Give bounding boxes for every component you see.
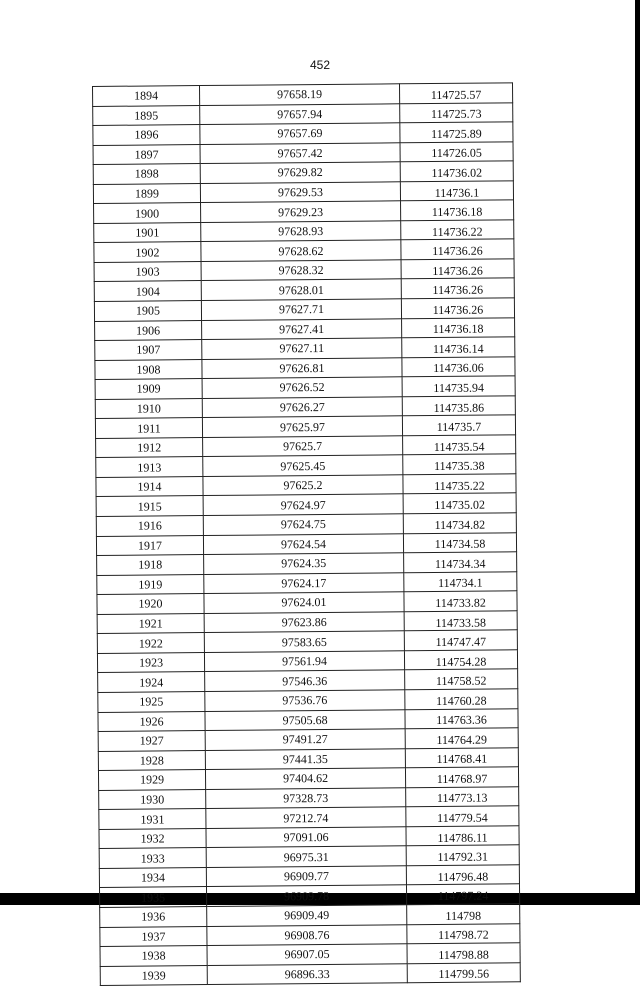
point-number-cell: 1917 (96, 535, 203, 555)
point-number-cell: 1932 (99, 828, 206, 848)
point-number-cell: 1913 (96, 457, 203, 477)
x-coordinate-cell: 97625.2 (203, 475, 403, 496)
y-coordinate-cell: 114735.94 (402, 376, 515, 397)
x-coordinate-cell: 97624.35 (204, 553, 404, 574)
y-coordinate-cell: 114758.52 (405, 669, 518, 690)
point-number-cell: 1898 (93, 164, 200, 184)
table-body (93, 83, 521, 986)
y-coordinate-cell: 114798 (407, 904, 520, 925)
coordinate-table (92, 82, 521, 986)
point-number-cell: 1938 (100, 946, 207, 966)
x-coordinate-cell: 97626.27 (202, 397, 402, 418)
y-coordinate-cell: 114786.11 (406, 826, 519, 847)
x-coordinate-cell: 97624.17 (204, 572, 404, 593)
x-coordinate-cell: 97561.94 (204, 651, 404, 672)
point-number-cell: 1905 (94, 301, 201, 321)
point-number-cell: 1916 (96, 516, 203, 536)
x-coordinate-cell: 96909.49 (207, 905, 407, 926)
table-row (100, 962, 520, 985)
point-number-cell: 1908 (95, 359, 202, 379)
y-coordinate-cell: 114733.82 (404, 591, 517, 612)
point-number-cell: 1936 (100, 906, 207, 926)
point-number-cell: 1933 (99, 848, 206, 868)
point-number-cell: 1911 (95, 418, 202, 438)
x-coordinate-cell: 96896.33 (207, 963, 407, 984)
y-coordinate-cell: 114736.14 (402, 337, 515, 358)
x-coordinate-cell: 97629.82 (200, 162, 400, 183)
y-coordinate-cell: 114768.41 (405, 747, 518, 768)
x-coordinate-cell: 97505.68 (205, 709, 405, 730)
point-number-cell: 1921 (97, 613, 204, 633)
point-number-cell: 1920 (97, 594, 204, 614)
x-coordinate-cell: 97626.52 (202, 377, 402, 398)
point-number-cell: 1919 (97, 574, 204, 594)
x-coordinate-cell: 97212.74 (206, 807, 406, 828)
x-coordinate-cell: 97583.65 (204, 631, 404, 652)
y-coordinate-cell: 114764.29 (405, 728, 518, 749)
y-coordinate-cell: 114792.31 (406, 845, 519, 866)
y-coordinate-cell: 114735.86 (402, 396, 515, 417)
x-coordinate-cell: 96909.78 (206, 885, 406, 906)
y-coordinate-cell: 114799.56 (407, 962, 520, 983)
y-coordinate-cell: 114760.28 (405, 689, 518, 710)
x-coordinate-cell: 97624.01 (204, 592, 404, 613)
y-coordinate-cell: 114734.58 (403, 532, 516, 553)
y-coordinate-cell: 114735.02 (403, 493, 516, 514)
y-coordinate-cell: 114734.1 (404, 571, 517, 592)
point-number-cell: 1912 (96, 437, 203, 457)
y-coordinate-cell: 114735.54 (403, 435, 516, 456)
y-coordinate-cell: 114725.73 (400, 102, 513, 123)
point-number-cell: 1935 (99, 887, 206, 907)
y-coordinate-cell: 114736.06 (402, 356, 515, 377)
point-number-cell: 1939 (100, 965, 207, 985)
point-number-cell: 1922 (97, 633, 204, 653)
x-coordinate-cell: 97628.93 (201, 221, 401, 242)
x-coordinate-cell: 97627.71 (201, 299, 401, 320)
x-coordinate-cell: 97657.69 (200, 123, 400, 144)
y-coordinate-cell: 114736.26 (401, 298, 514, 319)
y-coordinate-cell: 114735.22 (403, 474, 516, 495)
x-coordinate-cell: 97657.42 (200, 142, 400, 163)
point-number-cell: 1929 (98, 770, 205, 790)
x-coordinate-cell: 97624.75 (203, 514, 403, 535)
x-coordinate-cell: 96909.77 (206, 866, 406, 887)
point-number-cell: 1899 (93, 183, 200, 203)
y-coordinate-cell: 114736.26 (401, 239, 514, 260)
point-number-cell: 1918 (97, 555, 204, 575)
point-number-cell: 1937 (100, 926, 207, 946)
y-coordinate-cell: 114734.82 (403, 513, 516, 534)
y-coordinate-cell: 114736.26 (401, 259, 514, 280)
point-number-cell: 1894 (93, 86, 200, 106)
point-number-cell: 1895 (93, 105, 200, 125)
y-coordinate-cell: 114779.54 (406, 806, 519, 827)
point-number-cell: 1930 (99, 789, 206, 809)
x-coordinate-cell: 97328.73 (206, 787, 406, 808)
x-coordinate-cell: 97625.7 (203, 436, 403, 457)
x-coordinate-cell: 97629.53 (200, 182, 400, 203)
y-coordinate-cell: 114733.58 (404, 611, 517, 632)
x-coordinate-cell: 97657.94 (200, 103, 400, 124)
x-coordinate-cell: 97091.06 (206, 827, 406, 848)
y-coordinate-cell: 114736.22 (401, 220, 514, 241)
x-coordinate-cell: 97629.23 (201, 201, 401, 222)
y-coordinate-cell: 114736.26 (401, 278, 514, 299)
x-coordinate-cell: 97625.45 (203, 455, 403, 476)
y-coordinate-cell: 114797.24 (406, 884, 519, 905)
x-coordinate-cell: 97491.27 (205, 729, 405, 750)
point-number-cell: 1928 (98, 750, 205, 770)
point-number-cell: 1906 (95, 320, 202, 340)
point-number-cell: 1904 (94, 281, 201, 301)
y-coordinate-cell: 114798.72 (407, 923, 520, 944)
y-coordinate-cell: 114747.47 (404, 630, 517, 651)
y-coordinate-cell: 114736.02 (400, 161, 513, 182)
point-number-cell: 1927 (98, 731, 205, 751)
x-coordinate-cell: 97441.35 (205, 748, 405, 769)
y-coordinate-cell: 114736.1 (400, 181, 513, 202)
x-coordinate-cell: 97536.76 (205, 690, 405, 711)
y-coordinate-cell: 114754.28 (404, 650, 517, 671)
point-number-cell: 1926 (98, 711, 205, 731)
point-number-cell: 1915 (96, 496, 203, 516)
point-number-cell: 1902 (94, 242, 201, 262)
y-coordinate-cell: 114735.38 (403, 454, 516, 475)
point-number-cell: 1934 (99, 867, 206, 887)
y-coordinate-cell: 114734.34 (404, 552, 517, 573)
x-coordinate-cell: 97627.41 (202, 318, 402, 339)
x-coordinate-cell: 97623.86 (204, 612, 404, 633)
x-coordinate-cell: 97628.32 (201, 260, 401, 281)
point-number-cell: 1896 (93, 125, 200, 145)
y-coordinate-cell: 114726.05 (400, 141, 513, 162)
point-number-cell: 1923 (97, 652, 204, 672)
y-coordinate-cell: 114736.18 (401, 200, 514, 221)
x-coordinate-cell: 97625.97 (202, 416, 402, 437)
scan-border-right (635, 0, 640, 905)
point-number-cell: 1925 (98, 691, 205, 711)
y-coordinate-cell: 114735.7 (402, 415, 515, 436)
point-number-cell: 1903 (94, 261, 201, 281)
y-coordinate-cell: 114768.97 (405, 767, 518, 788)
y-coordinate-cell: 114798.88 (407, 943, 520, 964)
x-coordinate-cell: 97628.01 (201, 279, 401, 300)
y-coordinate-cell: 114773.13 (406, 786, 519, 807)
x-coordinate-cell: 97626.81 (202, 357, 402, 378)
x-coordinate-cell: 97624.97 (203, 494, 403, 515)
x-coordinate-cell: 96975.31 (206, 846, 406, 867)
x-coordinate-cell: 97404.62 (205, 768, 405, 789)
point-number-cell: 1909 (95, 379, 202, 399)
x-coordinate-cell: 97658.19 (200, 84, 400, 105)
point-number-cell: 1914 (96, 476, 203, 496)
y-coordinate-cell: 114736.18 (402, 317, 515, 338)
point-number-cell: 1907 (95, 340, 202, 360)
coordinate-table-container (92, 82, 520, 986)
y-coordinate-cell: 114725.57 (399, 83, 512, 104)
point-number-cell: 1900 (94, 203, 201, 223)
x-coordinate-cell: 97627.11 (202, 338, 402, 359)
y-coordinate-cell: 114796.48 (406, 865, 519, 886)
x-coordinate-cell: 96908.76 (207, 924, 407, 945)
x-coordinate-cell: 96907.05 (207, 944, 407, 965)
point-number-cell: 1901 (94, 222, 201, 242)
point-number-cell: 1897 (93, 144, 200, 164)
point-number-cell: 1931 (99, 809, 206, 829)
page-number: 452 (309, 58, 331, 72)
y-coordinate-cell: 114763.36 (405, 708, 518, 729)
x-coordinate-cell: 97628.62 (201, 240, 401, 261)
y-coordinate-cell: 114725.89 (400, 122, 513, 143)
point-number-cell: 1924 (98, 672, 205, 692)
x-coordinate-cell: 97624.54 (203, 533, 403, 554)
x-coordinate-cell: 97546.36 (205, 670, 405, 691)
point-number-cell: 1910 (95, 398, 202, 418)
